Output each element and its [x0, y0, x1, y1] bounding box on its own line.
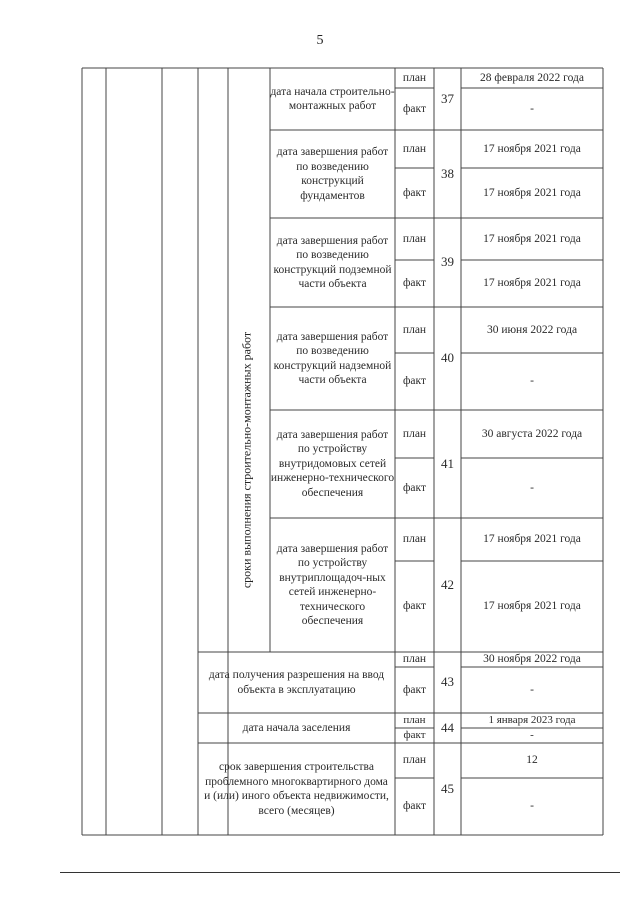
- row-number: 45: [441, 780, 454, 796]
- fact-label: факт: [402, 600, 427, 613]
- plan-value: 17 ноября 2021 года: [483, 142, 581, 155]
- row-number: 39: [441, 254, 454, 270]
- fact-label: факт: [403, 729, 426, 742]
- plan-label: план: [402, 754, 427, 767]
- fact-value: -: [530, 683, 534, 696]
- row-label: дата завершения работ по возведению конструкций подземной части объекта: [273, 234, 392, 290]
- fact-label: факт: [402, 375, 427, 388]
- fact-label: факт: [402, 800, 427, 813]
- row-label: дата завершения работ по возведению конструкций фундаментов: [276, 146, 389, 202]
- row-label: дата завершения работ по устройству внутридомовых сетей инженерно-технического обеспечения: [270, 428, 395, 499]
- plan-label: план: [403, 714, 426, 727]
- row-number: 40: [441, 350, 454, 366]
- fact-label: факт: [402, 277, 427, 290]
- row-number: 42: [441, 576, 454, 592]
- plan-value: 30 августа 2022 года: [481, 427, 583, 440]
- row-label: дата завершения работ по возведению конструкций надземной части объекта: [273, 330, 392, 386]
- plan-value: 28 февраля 2022 года: [480, 71, 584, 84]
- plan-value: 30 ноября 2022 года: [483, 653, 581, 666]
- fact-value: 17 ноября 2021 года: [483, 186, 581, 199]
- fact-value: -: [530, 800, 534, 813]
- page-bottom-rule: [60, 872, 620, 873]
- fact-label: факт: [402, 481, 427, 494]
- fact-value: -: [530, 481, 534, 494]
- plan-value: 17 ноября 2021 года: [483, 232, 581, 245]
- fact-label: факт: [402, 102, 427, 115]
- row-number: 38: [441, 165, 454, 181]
- row-label: дата начала строительно-монтажных работ: [270, 85, 395, 112]
- fact-value: 17 ноября 2021 года: [483, 600, 581, 613]
- fact-label: факт: [402, 683, 427, 696]
- row-label: дата завершения работ по устройству внутриплощадоч-ных сетей инженерно-технического обеспечения: [276, 542, 389, 627]
- fact-value: 17 ноября 2021 года: [483, 277, 581, 290]
- plan-label: план: [402, 533, 427, 546]
- row-number: 44: [441, 719, 454, 735]
- plan-value: 1 января 2023 года: [488, 714, 576, 727]
- fact-value: -: [530, 375, 534, 388]
- plan-label: план: [402, 323, 427, 336]
- plan-label: план: [402, 653, 427, 666]
- plan-value: 12: [526, 754, 538, 767]
- plan-label: план: [402, 232, 427, 245]
- plan-label: план: [402, 427, 427, 440]
- plan-label: план: [402, 142, 427, 155]
- fact-label: факт: [402, 186, 427, 199]
- row-label: срок завершения строительства проблемного многоквартирного дома и (или) иного объекта недвижимости, всего (месяцев): [204, 761, 389, 817]
- fact-value: -: [530, 729, 534, 742]
- plan-label: план: [402, 71, 427, 84]
- vertical-section-text: сроки выполнения строительно-монтажных работ: [239, 331, 254, 589]
- row-label: дата начала заселения: [242, 721, 351, 734]
- plan-value: 17 ноября 2021 года: [483, 533, 581, 546]
- plan-value: 30 июня 2022 года: [486, 323, 578, 336]
- row-number: 37: [441, 90, 454, 106]
- page-number: 5: [316, 33, 324, 48]
- row-number: 41: [441, 455, 454, 471]
- row-number: 43: [441, 674, 454, 690]
- fact-value: -: [530, 102, 534, 115]
- row-label: дата получения разрешения на ввод объекта в эксплуатацию: [208, 669, 385, 696]
